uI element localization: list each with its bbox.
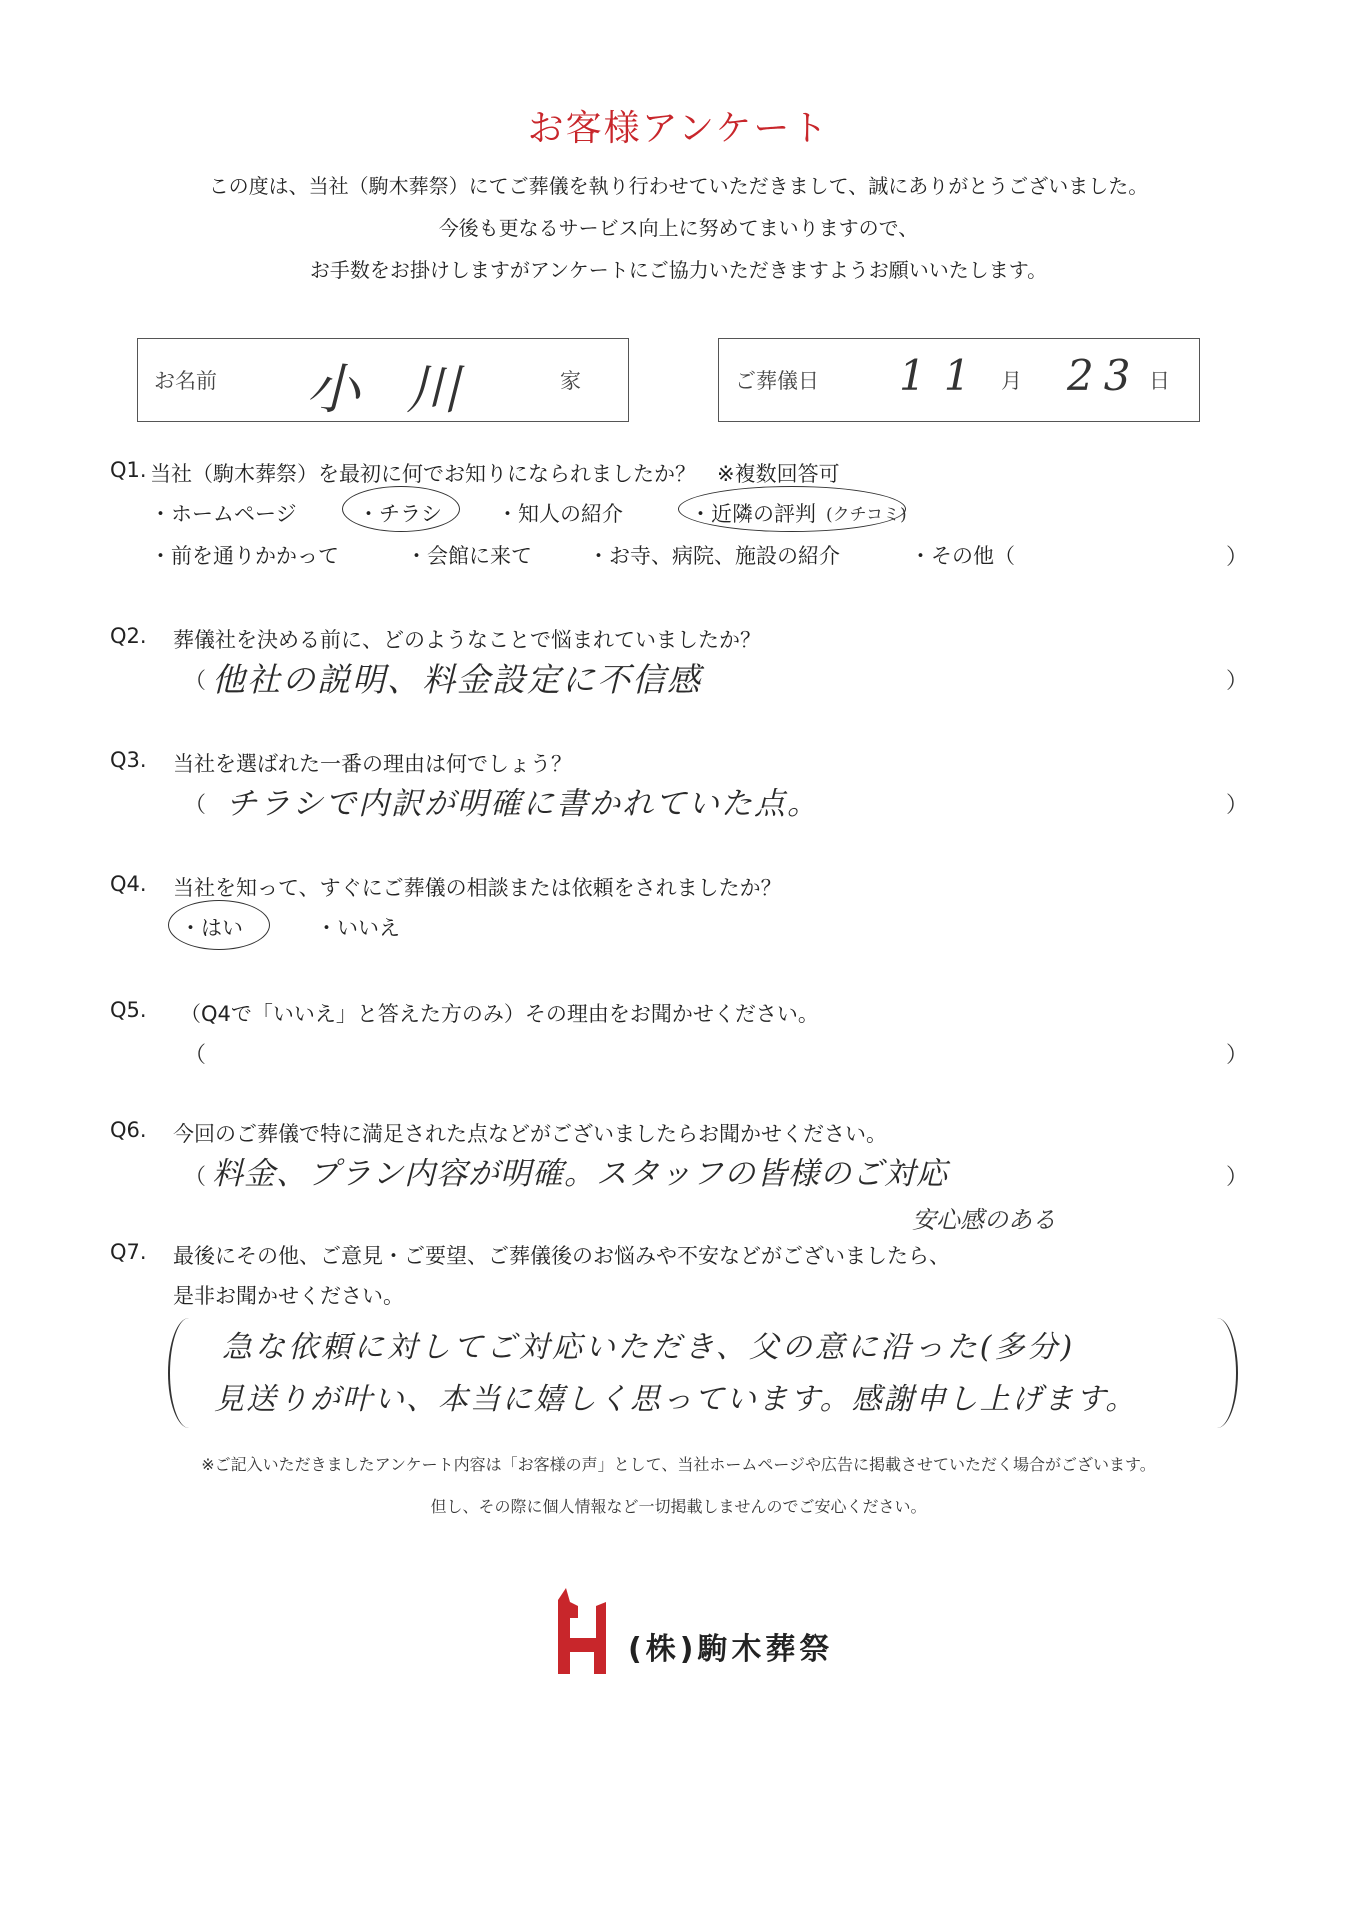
q6-number: Q6. [110,1118,147,1142]
q4-option-no[interactable]: ・いいえ [316,916,400,940]
name-label: お名前 [154,369,217,393]
q7-text-2: 是非お聞かせください。 [173,1284,404,1308]
company-logo-icon [548,1588,612,1674]
q3-close-paren: ） [1226,793,1249,818]
q1-option-passing[interactable]: ・前を通りかかって [150,544,339,568]
q7-text-1: 最後にその他、ご意見・ご要望、ご葬儀後のお悩みや不安などがございましたら、 [173,1244,950,1268]
q1-option-referral[interactable]: ・お寺、病院、施設の紹介 [588,544,840,568]
footnote-line-2: 但し、その際に個人情報など一切掲載しませんのでご安心ください。 [430,1497,927,1516]
q1-text: 当社（駒木葬祭）を最初に何でお知りになられましたか？ ※複数回答可 [150,462,840,486]
q7-answer-line-1[interactable]: 急な依頼に対してご対応いただき、父の意に沿った(多分) [222,1330,1076,1365]
q7-number: Q7. [110,1240,147,1264]
survey-title: お客様アンケート [527,108,830,149]
q5-text: （Q4で「いいえ」と答えた方のみ）その理由をお聞かせください。 [180,1002,819,1026]
date-month-label: 月 [1001,369,1022,393]
q5-number: Q5. [110,998,147,1022]
date-box [718,338,1200,422]
q5-close-paren: ） [1226,1043,1249,1068]
name-value-1: 小 [306,358,360,421]
q3-open-paren: （ [184,793,207,818]
q7-answer-line-2[interactable]: 見送りが叶い、本当に嬉しく思っています。感謝申し上げます。 [214,1382,1138,1417]
q3-text: 当社を選ばれた一番の理由は何でしょう？ [173,752,572,776]
q6-text: 今回のご葬儀で特に満足された点などがございましたらお聞かせください。 [173,1122,887,1146]
name-box [137,338,629,422]
q6-close-paren: ） [1226,1165,1249,1190]
q1-option-hall[interactable]: ・会館に来て [406,544,532,568]
q1-option-other[interactable]: ・その他（ [910,544,1015,568]
q3-number: Q3. [110,748,147,772]
q6-open-paren: （ [184,1165,207,1190]
q1-option-neighborhood[interactable]: ・近隣の評判 [690,502,816,526]
name-value-2: 川 [406,358,460,421]
q1-option-homepage[interactable]: ・ホームページ [150,502,297,526]
q3-answer[interactable]: チラシで内訳が明確に書かれていた点。 [226,786,820,822]
date-day: 23 [1067,351,1141,400]
q1-close-paren: ） [1226,545,1249,570]
q4-option-yes[interactable]: ・はい [180,916,243,940]
date-day-label: 日 [1149,369,1170,393]
q7-open-bracket [168,1318,210,1428]
q2-close-paren: ） [1226,669,1249,694]
q7-close-bracket [1196,1318,1238,1428]
intro-line-3: お手数をお掛けしますがアンケートにご協力いただきますようお願いいたします。 [309,258,1048,282]
q4-text: 当社を知って、すぐにご葬儀の相談または依頼をされましたか？ [173,876,782,900]
q5-open-paren: （ [184,1043,207,1068]
q6-answer-insert: 安心感のある [912,1206,1056,1234]
q2-answer[interactable]: 他社の説明、料金設定に不信感 [212,660,702,699]
q2-open-paren: （ [184,669,207,694]
q1-kuchikomi-note: (クチコミ) [826,505,907,525]
date-label: ご葬儀日 [735,369,819,393]
q1-number: Q1. [110,458,147,482]
intro-line-2: 今後も更なるサービス向上に努めてまいりますので、 [438,216,919,240]
q1-option-acquaintance[interactable]: ・知人の紹介 [497,502,623,526]
q2-number: Q2. [110,624,147,648]
name-suffix: 家 [560,369,581,393]
q1-option-chirashi[interactable]: ・チラシ [358,502,442,526]
q2-text: 葬儀社を決める前に、どのようなことで悩まれていましたか？ [173,628,761,652]
footnote-line-1: ※ご記入いただきましたアンケート内容は「お客様の声」として、当社ホームページや広告に掲載させていただく場合がございます。 [201,1455,1156,1474]
date-month: 11 [899,351,989,400]
intro-line-1: この度は、当社（駒木葬祭）にてご葬儀を執り行わせていただきまして、誠にありがとうございました。 [208,174,1149,198]
q6-answer[interactable]: 料金、プラン内容が明確。スタッフの皆様のご対応 [212,1156,948,1192]
q4-number: Q4. [110,872,147,896]
company-name: (株)駒木葬祭 [628,1632,834,1667]
